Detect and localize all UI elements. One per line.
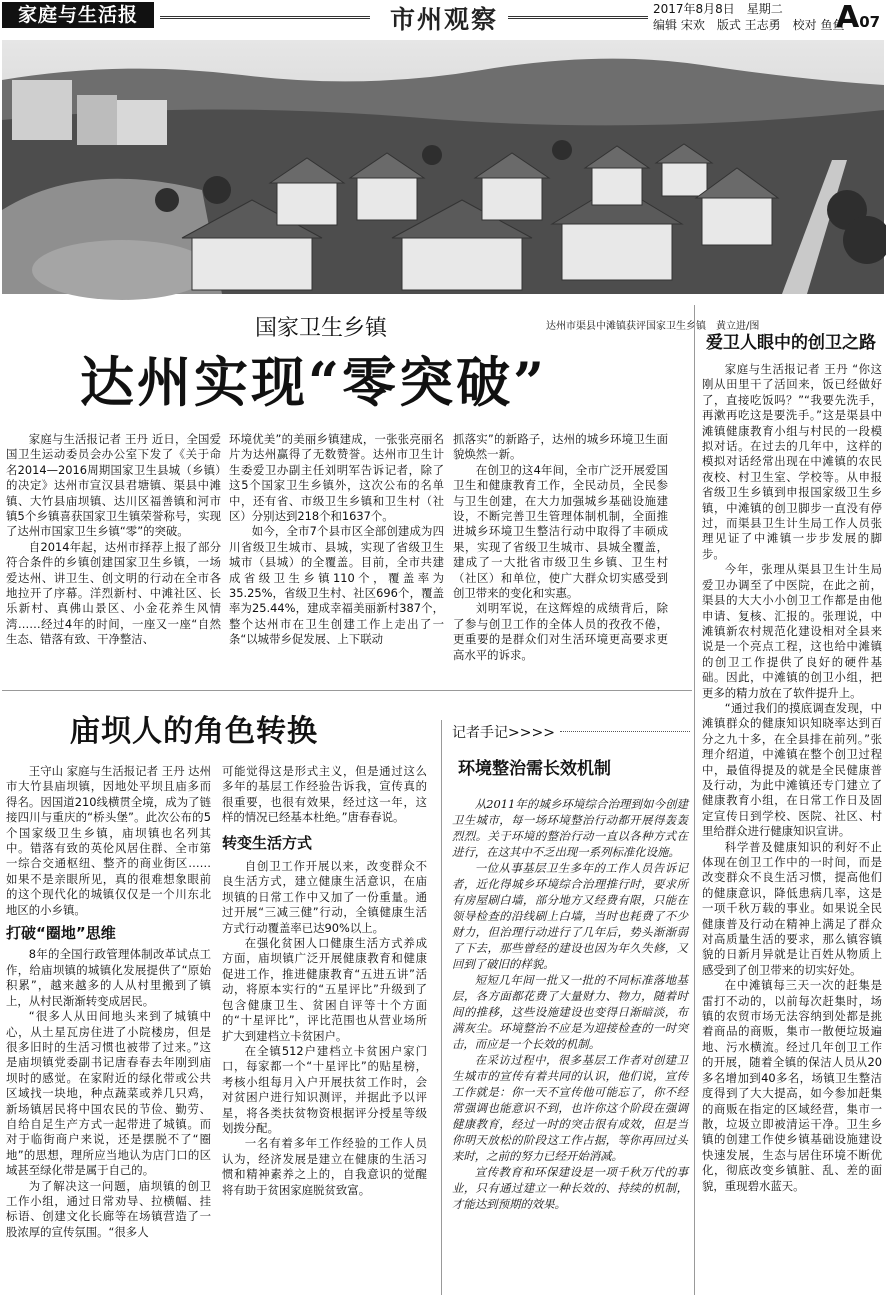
town-photo bbox=[2, 40, 884, 332]
editor-credits: 编辑 宋欢 版式 王志勇 校对 鱼鱼 bbox=[653, 18, 845, 32]
town-photo-drawing bbox=[2, 40, 884, 294]
commentary-paragraph: 宣传教育和环保建设是一项千秋万代的事业，只有通过建立一种长效的、持续的机制，才能达到预期的效果。 bbox=[452, 1165, 688, 1211]
commentary-tag: 记者手记>>>> bbox=[452, 725, 555, 741]
commentary-title: 环境整治需长效机制 bbox=[458, 759, 611, 779]
lead-column-1 bbox=[6, 432, 221, 682]
story2-column-1 bbox=[6, 764, 211, 1294]
story2-paragraph: “很多人从田间地头来到了城镇中心，从土星瓦房住进了小院楼房，但是很多旧时的生活习惯也被带了过来。”这是庙坝镇党委副书记唐春春去年刚到庙坝时的感觉。在家附近的绿化带或公共区域找一块地，种点蔬菜或养几只鸡，新场镇居民将中国农民的节俭、勤劳、自给自足生产方式一起带进了城镇。而对于临街商户来说，还是摆脱不了“圈地”的思想，理所应当地认为店门口的区域甚至绿化带是属于自己的。 bbox=[6, 1009, 211, 1178]
lead-paragraph: 刘明军说，在这辉煌的成绩背后，除了参与创卫工作的全体人员的孜孜不倦，更重要的是群众们对生活环境更高要求更高水平的诉求。 bbox=[453, 601, 668, 662]
commentary-paragraph: 在采访过程中，很多基层工作者对创建卫生城市的宣传有着共同的认识，他们说，宣传工作就是：你一天不宣传他可能忘了，你不经常强调也能意识不到，也许你这个阶段在强调健康教育，经过一时的突击很有成效，但是当你明天放松的阶段这工作占据，等你再回过头来时，之前的努力已经开始消减。 bbox=[452, 1053, 688, 1163]
story2-intro-cont: 可能觉得这是形式主义，但是通过这么多年的基层工作经验告诉我，宣传真的很重要，也很有效果，经过这一年，这样的情况已经基本杜绝。”唐春春说。 bbox=[222, 764, 427, 825]
story2-headline: 庙坝人的角色转换 bbox=[70, 714, 318, 749]
right-story-paragraph: 今年，张理从渠县卫生计生局爱卫办调至了中医院，在此之前，渠县的大大小小创卫工作都是由他申请、复核、汇报的。张理说，中滩镇新农村规范化建设相对全县来说是一个亮点工程，这也给中滩镇的创卫工作提供了良好的硬件基础。因此，中滩镇的创卫小组，把更多的精力放在了软件提升上。 bbox=[702, 562, 882, 700]
story2-paragraph: 在强化贫困人口健康生活方式养成方面，庙坝镇广泛开展健康教育和健康促进工作，推进健康教育“五进五讲”活动，将原本实行的“五星评比”升级到了包含健康卫生、贫困自评等十个方面的“十星评比”，评比范围也从营业场所扩大到建档立卡贫困户。 bbox=[222, 936, 427, 1043]
section-divider bbox=[2, 690, 692, 691]
lead-paragraph: 家庭与生活报记者 王丹 近日，全国爱国卫生运动委员会办公室下发了《关于命名2014—2016周期国家卫生县城（乡镇）的决定》达州市宣汉县君塘镇、渠县中滩镇、大竹县庙坝镇、达川区福善镇和河市镇5个乡镇喜获国家卫生镇荣誉称号，实现了达州市国家卫生乡镇“零”的突破。 bbox=[6, 432, 221, 539]
story2-paragraph: 自创卫工作开展以来，改变群众不良生活方式，建立健康生活意识，在庙坝镇的日常工作中又加了一份重量。通过开展“三减三健”行动，全镇健康生活方式行动覆盖率已达90%以上。 bbox=[222, 859, 427, 935]
story2-subheading-1: 打破“圈地”思维 bbox=[6, 924, 116, 943]
photo-caption: 达州市渠县中滩镇获评国家卫生乡镇 黄立进/图 bbox=[542, 316, 763, 333]
commentary-paragraph: 短短几年间一批又一批的不同标准落地基层，各方面都花费了大量财力、物力，随着时间的推移，这些设施建设也变得日渐暗淡，布满灰尘。环境整治不应是为迎接检查的一时突击，而应是一个长效的机制。 bbox=[452, 973, 688, 1051]
lead-column-2 bbox=[229, 432, 444, 682]
header-rule-left bbox=[160, 16, 370, 19]
column-divider bbox=[694, 305, 695, 1295]
right-story-paragraph: 科学普及健康知识的利好不止体现在创卫工作中的一时间，而是改变群众不良生活习惯，提高他们的健康意识，降低患病几率，这是一项千秋万载的事业。如果说全民健康普及行动在精神上满足了群众对高质量生活的要求，那么镇容镇貌的日新月异就是让百姓从物质上感受到了创卫带来的切实好处。 bbox=[702, 839, 882, 977]
story2-paragraph: 一名有着多年工作经验的工作人员认为，经济发展是建立在健康的生活习惯和精神素养之上的，自我意识的觉醒将有助于贫困家庭脱贫致富。 bbox=[222, 1136, 427, 1197]
lead-paragraph: 环境优美”的美丽乡镇建成，一张张亮丽名片为达州赢得了无数赞誉。达州市卫生计生委爱卫办副主任刘明军告诉记者，除了这5个国家卫生乡镇外，这次公布的名单中，还有省、市级卫生乡镇和卫生村（社区）分别达到218个和1637个。 bbox=[229, 432, 444, 524]
commentary-body bbox=[452, 796, 688, 1294]
story2-paragraph: 8年的全国行政管理体制改革试点工作，给庙坝镇的城镇化发展提供了“原始积累”，越来越多的人从村里搬到了镇上，从村民渐渐转变成居民。 bbox=[6, 947, 211, 1008]
lead-paragraph: 在创卫的这4年间，全市广泛开展爱国卫生和健康教育工作，全民动员，全民参与卫生创建，在大力加强城乡基础设施建设，不断完善卫生管理体制机制，全面推进城乡环境卫生整洁行动中取得了丰硕成果，实现了省级卫生城市、县城全覆盖，建成了一大批省市级卫生乡镇、卫生村（社区）和单位，使广大群众切实感受到创卫带来的变化和实惠。 bbox=[453, 462, 668, 601]
section-title: 市州观察 bbox=[389, 5, 498, 34]
story2-subheading-2: 转变生活方式 bbox=[222, 833, 313, 852]
header-rule-right bbox=[508, 16, 648, 19]
lead-column-3 bbox=[453, 432, 668, 682]
commentary-tag-rule bbox=[560, 731, 690, 732]
lead-headline: 达州实现“零突破” bbox=[80, 350, 548, 414]
right-story-title: 爱卫人眼中的创卫之路 bbox=[706, 333, 876, 353]
right-story-paragraph: 家庭与生活报记者 王丹 “你这刚从田里干了活回来，饭已经做好了，直接吃饭吗？”“我要先洗手，再漱再吃这是要洗手。”这是渠县中滩镇健康教育小组与村民的一段模拟对话。在过去的几年中，这样的模拟对话经常出现在中滩镇的农民夜校、村卫生室、学校等。从申报省级卫生乡镇到申报国家级卫生乡镇，中滩镇的创卫脚步一直没有停过，而渠县卫生计生局工作人员张理见证了中滩镇一步步发展的脚步。 bbox=[702, 362, 882, 561]
page-number bbox=[836, 0, 880, 35]
page-letter: A bbox=[836, 0, 860, 35]
page-num: 07 bbox=[859, 13, 881, 31]
commentary-paragraph: 一位从事基层卫生多年的工作人员告诉记者，近化得城乡环境综合治理推行时，要求所有房屋刷白墙，部分地方又经费有限，只能在领导检查的沿线刷上白墙，当时也耗费了不少财力，但治理行动进行了几年后，势头渐渐弱了下去，那些曾经的建设也因为年久失修，又回到了破旧的样貌。 bbox=[452, 861, 688, 971]
issue-date: 2017年8月8日 星期二 bbox=[653, 2, 783, 16]
lead-paragraph: 抓落实”的新路子，达州的城乡环境卫生面貌焕然一新。 bbox=[453, 432, 668, 462]
lead-paragraph: 自2014年起，达州市择荐上报了部分符合条件的乡镇创建国家卫生乡镇，一场爱达州、讲卫生、创文明的行动在全市各地拉开了序幕。洋烈新村、中滩社区、长乐新村、真佛山景区、小金花养生风情湾……经过4年的时间，一座又一座“自然生态、错落有致、干净整洁、 bbox=[6, 539, 221, 647]
story2-column-2 bbox=[222, 764, 427, 1294]
story2-paragraph: 在全镇512户建档立卡贫困户家门口，每家都一个“十星评比”的贴星榜，考核小组每月入户开展扶贫工作时，会对贫困户进行知识测评，并据此予以评星，将各类扶贫物资根据评分授星等级划拨分配。 bbox=[222, 1043, 427, 1135]
story2-intro: 王守山 家庭与生活报记者 王丹 达州市大竹县庙坝镇，因地处平坝且庙多而得名。因国道210线横贯全境，成为了链接四川与重庆的“桥头堡”。此次公布的5个国家级卫生乡镇，庙坝镇也名列其中。错落有致的英伦风居住群、全市第一综合交通枢纽、整齐的商业街区……如果不是亲眼所见，真的很难想象眼前的这个现代化的城镇仅仅是一个川东北地区的小乡镇。 bbox=[6, 764, 211, 917]
commentary-paragraph: 从2011年的城乡环境综合治理到如今创建卫生城市，每一场环境整治行动都开展得轰轰烈烈。关于环境的整治行动一直以各种方式在进行，在这其中不乏出现一系列标准化设施。 bbox=[452, 797, 688, 859]
right-story-paragraph: 在中滩镇每三天一次的赶集是雷打不动的，以前每次赶集时，场镇的农贸市场无法容纳到处都是挑着商品的商贩，集市一散便垃圾遍地、污水横流。经过几年创卫工作的开展，随着全镇的保洁人员从20多名增加到40多名，场镇卫生整洁度得到了大大提高，如今参加赶集的商贩在指定的区域经营，集市一散，垃圾立即被清运干净。卫生乡镇的创建工作使乡镇基础设施建设快速发展，生态与居住环境不断优化，彻底改变乡镇脏、乱、差的面貌，重现碧水蓝天。 bbox=[702, 978, 882, 1193]
masthead-logo: 家庭与生活报 bbox=[2, 2, 154, 28]
right-story-paragraph: “通过我们的摸底调查发现，中滩镇群众的健康知识知晓率达到百分之九十多，在全县排在前列。”张理介绍道，中滩镇在整个创卫过程中，最值得提及的就是全民健康普及行动，为此中滩镇还专门建立了健康教育小组，在日常工作日及固定宣传日到学校、医院、社区、村里给群众进行健康知识宣讲。 bbox=[702, 700, 882, 839]
lead-paragraph: 如今，全市7个县市区全部创建成为四川省级卫生城市、县城，实现了省级卫生城市（县城）的全覆盖。目前，全市共建成省级卫生乡镇110个，覆盖率为35.25%，省级卫生村、社区696个，覆盖率为25.44%，建成幸福美丽新村387个，整个达州市在卫生创建工作上走出了一条“以城带乡促发展、上下联动 bbox=[229, 524, 444, 647]
page-header bbox=[0, 0, 886, 38]
right-story-body bbox=[702, 362, 882, 1292]
commentary-divider bbox=[441, 720, 442, 1295]
lead-kicker: 国家卫生乡镇 bbox=[255, 316, 388, 341]
story2-paragraph: 为了解决这一问题，庙坝镇的创卫工作小组，通过日常劝导、拉横幅、挂标语、创建文化长廊等在场镇营造了一股浓厚的宣传氛围。“很多人 bbox=[6, 1178, 211, 1239]
